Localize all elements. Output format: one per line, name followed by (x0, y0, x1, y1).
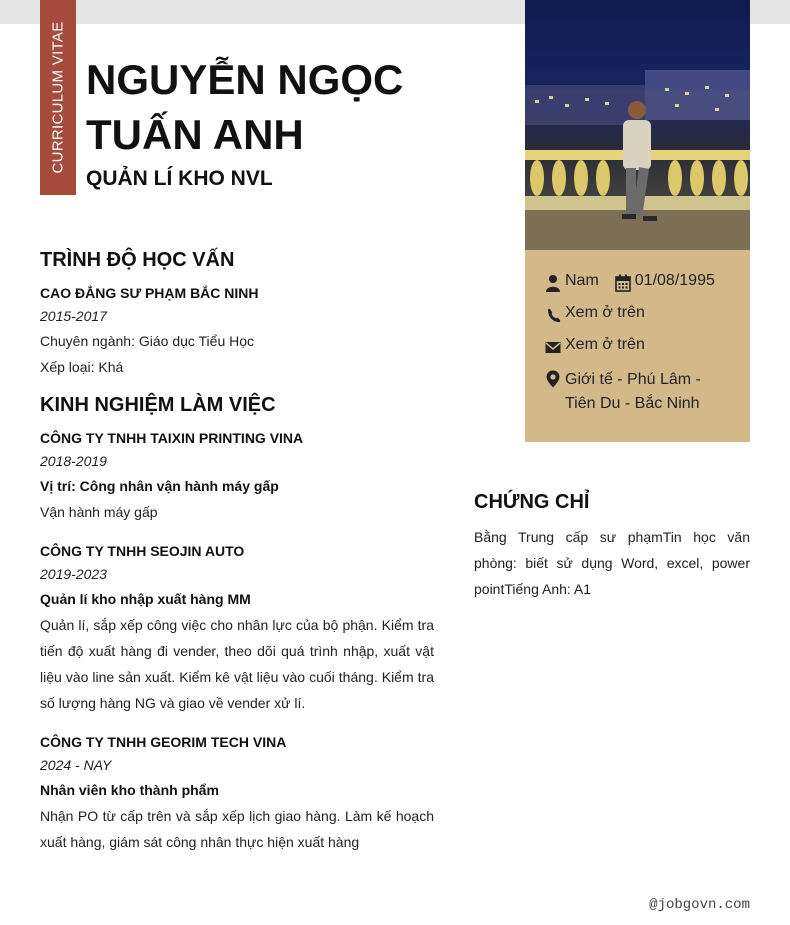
experience-entry (40, 541, 434, 716)
job-description: Vận hành máy gấp (40, 504, 158, 520)
cv-ribbon (40, 0, 76, 195)
education-heading: TRÌNH ĐỘ HỌC VẤN (40, 249, 235, 271)
education-period: 2015-2017 (40, 308, 107, 324)
envelope-icon (545, 338, 561, 356)
experience-heading: KINH NGHIỆM LÀM VIỆC (40, 394, 276, 416)
company-name: CÔNG TY TNHH SEOJIN AUTO (40, 543, 245, 559)
info-row-address (545, 368, 735, 416)
phone-value: Xem ở trên (565, 304, 645, 321)
gender-value: Nam (565, 272, 599, 289)
job-role: Vị trí: Công nhân vận hành máy gấp (40, 478, 279, 494)
job-period: 2019-2023 (40, 566, 107, 582)
info-row-email (545, 336, 645, 356)
job-description: Nhận PO từ cấp trên và sắp xếp lịch giao hàng. Làm kế hoạch xuất hàng, giám sát công nhân thực hiện xuất hàng (40, 808, 434, 850)
calendar-icon (615, 274, 631, 292)
address-value: Giới tế - Phú Lâm - Tiên Du - Bắc Ninh (565, 371, 701, 412)
education-major: Chuyên ngành: Giáo dục Tiểu Học (40, 333, 255, 349)
birthdate-value: 01/08/1995 (634, 272, 715, 289)
info-row-personal (545, 272, 715, 292)
info-row-phone (545, 304, 645, 324)
experience-entry (40, 732, 434, 855)
job-period: 2024 - NAY (40, 757, 112, 773)
job-description: Quản lí, sắp xếp công việc cho nhân lực của bộ phận. Kiểm tra tiến độ xuất hàng đi vender, theo dõi quá trình nhập, xuất vật liệu vào line sản xuất. Kiểm kê vật liệu vào cuối tháng. Kiểm tra số lượng hàng NG và giao về vender xử lí. (40, 617, 434, 711)
job-period: 2018-2019 (40, 453, 107, 469)
job-role: Quản lí kho nhập xuất hàng MM (40, 591, 251, 607)
company-name: CÔNG TY TNHH GEORIM TECH VINA (40, 734, 287, 750)
experience-entry (40, 428, 434, 525)
education-grade: Xếp loại: Khá (40, 359, 124, 375)
certificates-text: Bằng Trung cấp sư phạmTin học văn phòng: biết sử dụng Word, excel, power pointTiếng Anh: A1 (474, 529, 750, 597)
school-name: CAO ĐẲNG SƯ PHẠM BẮC NINH (40, 285, 259, 301)
site-watermark: @jobgovn.com (649, 897, 750, 913)
company-name: CÔNG TY TNHH TAIXIN PRINTING VINA (40, 430, 304, 446)
job-role: Nhân viên kho thành phẩm (40, 782, 219, 798)
ribbon-text: CURRICULUM VITAE (49, 21, 67, 174)
person-icon (545, 274, 561, 292)
job-title: QUẢN LÍ KHO NVL (86, 167, 273, 190)
map-pin-icon (545, 370, 561, 388)
education-entry (40, 283, 434, 380)
email-value: Xem ở trên (565, 336, 645, 353)
profile-photo (525, 0, 750, 250)
contact-info-box (525, 250, 750, 442)
certificates-heading: CHỨNG CHỈ (474, 491, 590, 513)
candidate-name: NGUYỄN NGỌC TUẤN ANH (86, 56, 404, 158)
phone-icon (545, 306, 561, 324)
